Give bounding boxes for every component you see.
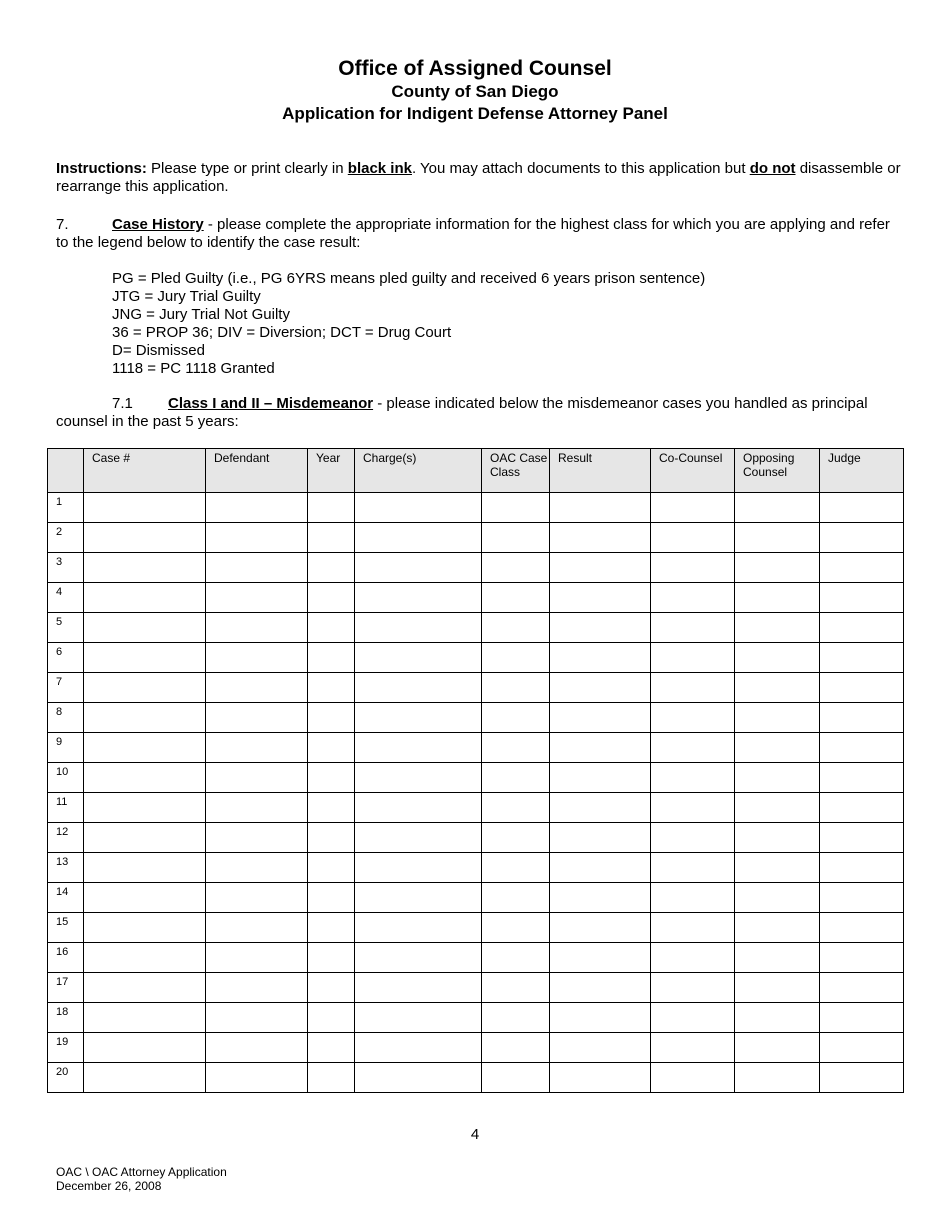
cell-co-counsel[interactable] <box>651 613 735 643</box>
cell-oac-case-class[interactable] <box>482 733 550 763</box>
cell-judge[interactable] <box>820 1003 904 1033</box>
cell-year[interactable] <box>308 1003 355 1033</box>
cell-result[interactable] <box>550 673 651 703</box>
cell-case-number[interactable] <box>84 643 206 673</box>
cell-opposing-counsel[interactable] <box>735 673 820 703</box>
cell-opposing-counsel[interactable] <box>735 883 820 913</box>
footer-date: December 26, 2008 <box>56 1179 162 1193</box>
cell-oac-case-class[interactable] <box>482 853 550 883</box>
table-header-row <box>48 449 904 493</box>
cell-year[interactable] <box>308 703 355 733</box>
cell-case-number[interactable] <box>84 1033 206 1063</box>
cell-defendant[interactable] <box>206 1063 308 1093</box>
cell-charges[interactable] <box>355 703 482 733</box>
column-header-case-number: Case # <box>84 449 206 493</box>
cell-opposing-counsel[interactable] <box>735 793 820 823</box>
cell-year[interactable] <box>308 523 355 553</box>
cell-co-counsel[interactable] <box>651 883 735 913</box>
row-number: 7 <box>48 673 84 703</box>
cell-opposing-counsel[interactable] <box>735 913 820 943</box>
cell-result[interactable] <box>550 883 651 913</box>
cell-charges[interactable] <box>355 643 482 673</box>
cell-case-number[interactable] <box>84 913 206 943</box>
cell-result[interactable] <box>550 853 651 883</box>
instructions-black-ink: black ink <box>347 160 412 177</box>
cell-oac-case-class[interactable] <box>482 973 550 1003</box>
cell-oac-case-class[interactable] <box>482 913 550 943</box>
cell-judge[interactable] <box>820 733 904 763</box>
legend-item: 1118 = PC 1118 Granted <box>112 360 275 377</box>
section-7-1-paragraph <box>56 395 906 431</box>
cell-judge[interactable] <box>820 613 904 643</box>
cell-judge[interactable] <box>820 583 904 613</box>
cell-opposing-counsel[interactable] <box>735 973 820 1003</box>
cell-co-counsel[interactable] <box>651 793 735 823</box>
instructions-do-not: do not <box>749 160 796 177</box>
cell-year[interactable] <box>308 493 355 523</box>
cell-oac-case-class[interactable] <box>482 1033 550 1063</box>
table-row <box>48 553 904 583</box>
cell-defendant[interactable] <box>206 793 308 823</box>
county-subtitle: County of San Diego <box>391 82 559 101</box>
row-number: 15 <box>48 913 84 943</box>
cell-judge[interactable] <box>820 673 904 703</box>
table-row <box>48 523 904 553</box>
cell-result[interactable] <box>550 973 651 1003</box>
table-row <box>48 1033 904 1063</box>
cell-charges[interactable] <box>355 943 482 973</box>
section-7-number: 7. <box>56 216 69 233</box>
cell-judge[interactable] <box>820 523 904 553</box>
cell-year[interactable] <box>308 853 355 883</box>
cell-judge[interactable] <box>820 493 904 523</box>
cell-charges[interactable] <box>355 673 482 703</box>
cell-judge[interactable] <box>820 913 904 943</box>
cell-result[interactable] <box>550 1003 651 1033</box>
table-row <box>48 703 904 733</box>
result-legend <box>112 270 705 378</box>
page-number: 4 <box>470 1126 480 1143</box>
cell-defendant[interactable] <box>206 643 308 673</box>
cell-charges[interactable] <box>355 853 482 883</box>
cell-charges[interactable] <box>355 613 482 643</box>
cell-co-counsel[interactable] <box>651 673 735 703</box>
row-number: 6 <box>48 643 84 673</box>
cell-defendant[interactable] <box>206 1033 308 1063</box>
cell-case-number[interactable] <box>84 523 206 553</box>
cell-result[interactable] <box>550 913 651 943</box>
cell-judge[interactable] <box>820 823 904 853</box>
cell-opposing-counsel[interactable] <box>735 643 820 673</box>
cell-result[interactable] <box>550 823 651 853</box>
cell-year[interactable] <box>308 733 355 763</box>
form-title: Application for Indigent Defense Attorney Panel <box>282 104 668 123</box>
cell-opposing-counsel[interactable] <box>735 943 820 973</box>
cell-defendant[interactable] <box>206 853 308 883</box>
cell-defendant[interactable] <box>206 583 308 613</box>
row-number: 12 <box>48 823 84 853</box>
table-row <box>48 583 904 613</box>
row-number: 9 <box>48 733 84 763</box>
table-row <box>48 763 904 793</box>
section-7-1-heading: Class I and II – Misdemeanor <box>168 395 374 412</box>
cell-year[interactable] <box>308 643 355 673</box>
cell-defendant[interactable] <box>206 523 308 553</box>
cell-case-number[interactable] <box>84 793 206 823</box>
cell-opposing-counsel[interactable] <box>735 763 820 793</box>
legend-item: 36 = PROP 36; DIV = Diversion; DCT = Drug Court <box>112 324 452 341</box>
cell-judge[interactable] <box>820 643 904 673</box>
table-row <box>48 853 904 883</box>
cell-charges[interactable] <box>355 1033 482 1063</box>
cell-opposing-counsel[interactable] <box>735 853 820 883</box>
cell-case-number[interactable] <box>84 763 206 793</box>
cell-year[interactable] <box>308 1033 355 1063</box>
cell-result[interactable] <box>550 553 651 583</box>
cell-co-counsel[interactable] <box>651 553 735 583</box>
row-number: 14 <box>48 883 84 913</box>
cell-judge[interactable] <box>820 763 904 793</box>
cell-case-number[interactable] <box>84 673 206 703</box>
cell-defendant[interactable] <box>206 673 308 703</box>
cell-oac-case-class[interactable] <box>482 823 550 853</box>
cell-defendant[interactable] <box>206 703 308 733</box>
section-7-text: - please complete the appropriate information for the highest class for which you are applying and refer to the legend below to identify the case result: <box>56 216 890 251</box>
cell-charges[interactable] <box>355 553 482 583</box>
cell-co-counsel[interactable] <box>651 973 735 1003</box>
instructions-text-1: Please type or print clearly in <box>146 160 348 177</box>
cell-oac-case-class[interactable] <box>482 673 550 703</box>
cell-year[interactable] <box>308 613 355 643</box>
cell-opposing-counsel[interactable] <box>735 583 820 613</box>
cell-co-counsel[interactable] <box>651 1033 735 1063</box>
cell-co-counsel[interactable] <box>651 583 735 613</box>
row-number: 8 <box>48 703 84 733</box>
cell-case-number[interactable] <box>84 703 206 733</box>
cell-opposing-counsel[interactable] <box>735 493 820 523</box>
table-row <box>48 913 904 943</box>
cell-judge[interactable] <box>820 973 904 1003</box>
cell-judge[interactable] <box>820 943 904 973</box>
column-header-judge: Judge <box>820 449 904 493</box>
table-row <box>48 1003 904 1033</box>
row-number: 1 <box>48 493 84 523</box>
row-number: 19 <box>48 1033 84 1063</box>
cell-oac-case-class[interactable] <box>482 553 550 583</box>
cell-oac-case-class[interactable] <box>482 1003 550 1033</box>
legend-item: JNG = Jury Trial Not Guilty <box>112 306 290 323</box>
cell-result[interactable] <box>550 643 651 673</box>
table-row <box>48 973 904 1003</box>
cell-oac-case-class[interactable] <box>482 493 550 523</box>
row-number: 2 <box>48 523 84 553</box>
row-number: 16 <box>48 943 84 973</box>
row-number: 3 <box>48 553 84 583</box>
cell-opposing-counsel[interactable] <box>735 1003 820 1033</box>
cell-charges[interactable] <box>355 913 482 943</box>
table-row <box>48 613 904 643</box>
row-number: 4 <box>48 583 84 613</box>
cell-oac-case-class[interactable] <box>482 943 550 973</box>
cell-year[interactable] <box>308 823 355 853</box>
cell-case-number[interactable] <box>84 943 206 973</box>
row-number: 10 <box>48 763 84 793</box>
cell-oac-case-class[interactable] <box>482 1063 550 1093</box>
cell-co-counsel[interactable] <box>651 823 735 853</box>
legend-item: JTG = Jury Trial Guilty <box>112 288 261 305</box>
cell-opposing-counsel[interactable] <box>735 553 820 583</box>
cell-case-number[interactable] <box>84 853 206 883</box>
cell-co-counsel[interactable] <box>651 1003 735 1033</box>
cell-result[interactable] <box>550 613 651 643</box>
cell-result[interactable] <box>550 793 651 823</box>
cell-charges[interactable] <box>355 1063 482 1093</box>
cell-case-number[interactable] <box>84 1063 206 1093</box>
cell-opposing-counsel[interactable] <box>735 733 820 763</box>
cell-result[interactable] <box>550 763 651 793</box>
section-7-paragraph <box>56 216 906 252</box>
table-row <box>48 943 904 973</box>
cell-defendant[interactable] <box>206 823 308 853</box>
table-row <box>48 883 904 913</box>
cell-opposing-counsel[interactable] <box>735 823 820 853</box>
cell-case-number[interactable] <box>84 823 206 853</box>
cell-defendant[interactable] <box>206 883 308 913</box>
cell-year[interactable] <box>308 583 355 613</box>
table-row <box>48 1063 904 1093</box>
cell-defendant[interactable] <box>206 493 308 523</box>
cell-year[interactable] <box>308 553 355 583</box>
cell-oac-case-class[interactable] <box>482 793 550 823</box>
cell-oac-case-class[interactable] <box>482 883 550 913</box>
cell-year[interactable] <box>308 913 355 943</box>
instructions-paragraph <box>56 160 906 196</box>
cell-opposing-counsel[interactable] <box>735 523 820 553</box>
table-row <box>48 823 904 853</box>
cell-judge[interactable] <box>820 703 904 733</box>
cell-case-number[interactable] <box>84 583 206 613</box>
column-header-defendant: Defendant <box>206 449 308 493</box>
column-header-year: Year <box>308 449 355 493</box>
cell-judge[interactable] <box>820 1063 904 1093</box>
document-footer <box>56 1165 227 1193</box>
cell-defendant[interactable] <box>206 973 308 1003</box>
cell-co-counsel[interactable] <box>651 703 735 733</box>
cell-opposing-counsel[interactable] <box>735 613 820 643</box>
cell-case-number[interactable] <box>84 973 206 1003</box>
cell-case-number[interactable] <box>84 883 206 913</box>
table-row <box>48 733 904 763</box>
table-row <box>48 643 904 673</box>
cell-year[interactable] <box>308 673 355 703</box>
cell-co-counsel[interactable] <box>651 493 735 523</box>
misdemeanor-case-table <box>47 448 904 1093</box>
column-header-opposing-counsel: Opposing Counsel <box>735 449 820 493</box>
cell-defendant[interactable] <box>206 943 308 973</box>
legend-item: D= Dismissed <box>112 342 205 359</box>
cell-co-counsel[interactable] <box>651 523 735 553</box>
cell-co-counsel[interactable] <box>651 643 735 673</box>
cell-defendant[interactable] <box>206 913 308 943</box>
row-number: 5 <box>48 613 84 643</box>
cell-co-counsel[interactable] <box>651 733 735 763</box>
office-title: Office of Assigned Counsel <box>338 57 612 80</box>
cell-year[interactable] <box>308 763 355 793</box>
cell-year[interactable] <box>308 1063 355 1093</box>
cell-year[interactable] <box>308 943 355 973</box>
column-header-charges: Charge(s) <box>355 449 482 493</box>
cell-case-number[interactable] <box>84 1003 206 1033</box>
cell-judge[interactable] <box>820 883 904 913</box>
column-header-result: Result <box>550 449 651 493</box>
cell-case-number[interactable] <box>84 733 206 763</box>
cell-charges[interactable] <box>355 973 482 1003</box>
cell-charges[interactable] <box>355 883 482 913</box>
cell-defendant[interactable] <box>206 733 308 763</box>
row-number: 13 <box>48 853 84 883</box>
document-header <box>0 56 950 125</box>
cell-co-counsel[interactable] <box>651 943 735 973</box>
cell-oac-case-class[interactable] <box>482 643 550 673</box>
cell-result[interactable] <box>550 493 651 523</box>
cell-result[interactable] <box>550 1063 651 1093</box>
cell-opposing-counsel[interactable] <box>735 1063 820 1093</box>
cell-judge[interactable] <box>820 553 904 583</box>
cell-oac-case-class[interactable] <box>482 763 550 793</box>
cell-co-counsel[interactable] <box>651 1063 735 1093</box>
cell-result[interactable] <box>550 943 651 973</box>
cell-co-counsel[interactable] <box>651 763 735 793</box>
table-row <box>48 793 904 823</box>
cell-judge[interactable] <box>820 793 904 823</box>
section-7-1-number: 7.1 <box>112 395 133 412</box>
row-number: 11 <box>48 793 84 823</box>
cell-judge[interactable] <box>820 1033 904 1063</box>
cell-result[interactable] <box>550 523 651 553</box>
cell-result[interactable] <box>550 1033 651 1063</box>
cell-result[interactable] <box>550 703 651 733</box>
cell-oac-case-class[interactable] <box>482 703 550 733</box>
cell-case-number[interactable] <box>84 613 206 643</box>
instructions-text-2: . You may attach documents to this application but <box>411 160 750 177</box>
cell-charges[interactable] <box>355 763 482 793</box>
cell-charges[interactable] <box>355 733 482 763</box>
cell-result[interactable] <box>550 583 651 613</box>
cell-year[interactable] <box>308 973 355 1003</box>
cell-year[interactable] <box>308 883 355 913</box>
row-number: 20 <box>48 1063 84 1093</box>
cell-year[interactable] <box>308 793 355 823</box>
section-7-1-text: - please indicated below the misdemeanor cases you handled as principal counsel in the past 5 years: <box>56 395 868 430</box>
column-header-oac-case-class: OAC Case Class <box>482 449 550 493</box>
cell-oac-case-class[interactable] <box>482 523 550 553</box>
cell-defendant[interactable] <box>206 1003 308 1033</box>
cell-charges[interactable] <box>355 583 482 613</box>
cell-charges[interactable] <box>355 1003 482 1033</box>
cell-case-number[interactable] <box>84 553 206 583</box>
cell-co-counsel[interactable] <box>651 913 735 943</box>
cell-co-counsel[interactable] <box>651 853 735 883</box>
row-number: 18 <box>48 1003 84 1033</box>
legend-item: PG = Pled Guilty (i.e., PG 6YRS means pled guilty and received 6 years prison sentence) <box>112 270 706 287</box>
column-header-co-counsel: Co-Counsel <box>651 449 735 493</box>
cell-defendant[interactable] <box>206 553 308 583</box>
cell-defendant[interactable] <box>206 763 308 793</box>
cell-result[interactable] <box>550 733 651 763</box>
cell-charges[interactable] <box>355 493 482 523</box>
table-row <box>48 673 904 703</box>
footer-path: OAC \ OAC Attorney Application <box>56 1165 227 1179</box>
instructions-text-3: disassemble or rearrange this application. <box>56 160 901 195</box>
cell-judge[interactable] <box>820 853 904 883</box>
column-header-row-number <box>48 449 84 493</box>
cell-opposing-counsel[interactable] <box>735 703 820 733</box>
cell-oac-case-class[interactable] <box>482 613 550 643</box>
cell-defendant[interactable] <box>206 613 308 643</box>
cell-charges[interactable] <box>355 793 482 823</box>
instructions-label: Instructions: <box>56 160 147 177</box>
cell-case-number[interactable] <box>84 493 206 523</box>
section-7-heading: Case History <box>112 216 204 233</box>
row-number: 17 <box>48 973 84 1003</box>
cell-charges[interactable] <box>355 823 482 853</box>
table-row <box>48 493 904 523</box>
cell-charges[interactable] <box>355 523 482 553</box>
cell-oac-case-class[interactable] <box>482 583 550 613</box>
cell-opposing-counsel[interactable] <box>735 1033 820 1063</box>
